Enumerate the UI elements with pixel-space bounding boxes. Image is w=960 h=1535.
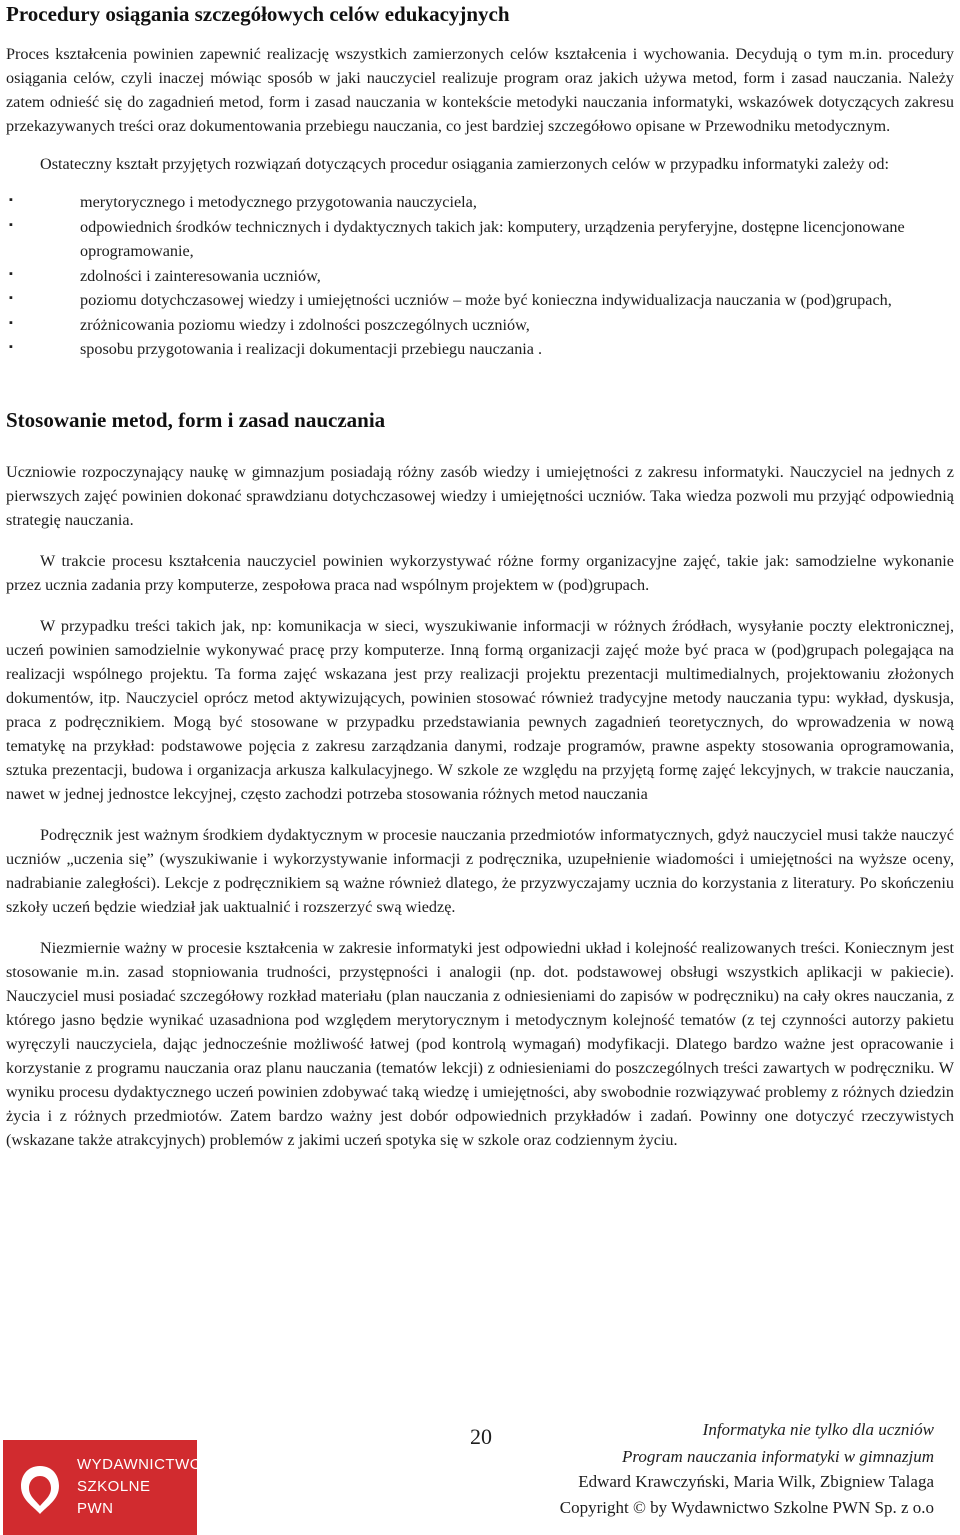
footer-book-title: Informatyka nie tylko dla uczniów — [702, 1420, 934, 1439]
section-title-methods: Stosowanie metod, form i zasad nauczania — [6, 407, 386, 432]
paragraph: Podręcznik jest ważnym środkiem dydaktycznym w procesie nauczania przedmiotów informatycznych, gdyż nauczyciel musi także nauczyć uczniów „uczenia się” (wyszukiwanie i wykorzystywanie informacji z podręcznika, uzupełnienie wiadomości i umiejętności na wyższe oceny, nadrabianie zaległości). Lekcje z podręcznikiem są ważne również dlatego, że przyzwyczajamy ucznia do korzystania z literatury. Po skończeniu szkoły uczeń będzie wiedział jak uaktualnić i rozszerzyć swą wiedzę. — [6, 825, 954, 916]
footer-program-title: Program nauczania informatyki w gimnazjum — [622, 1447, 934, 1466]
square-bullet-icon: ▪ — [9, 194, 13, 206]
list-item: ▪ poziomu dotychczasowej wiedzy i umiejętności uczniów – może być konieczna indywidualizacja nauczania w (pod)grupach, — [9, 291, 892, 309]
square-bullet-icon: ▪ — [9, 316, 13, 329]
list-item: ▪ sposobu przygotowania i realizacji dokumentacji przebiegu nauczania . — [9, 340, 543, 358]
factors-list — [6, 190, 954, 362]
list-item: ▪ merytorycznego i metodycznego przygotowania nauczyciela, — [9, 193, 477, 211]
square-bullet-icon: ▪ — [9, 292, 13, 304]
page-number: 20 — [470, 1424, 492, 1449]
square-bullet-icon: ▪ — [9, 218, 13, 231]
footer-copyright: Copyright © by Wydawnictwo Szkolne PWN Sp. z o.o — [559, 1498, 934, 1517]
paragraph: Ostateczny kształt przyjętych rozwiązań dotyczących procedur osiągania zamierzonych celów w przypadku informatyki zależy od: — [40, 155, 890, 173]
footer-authors: Edward Krawczyński, Maria Wilk, Zbigniew Talaga — [578, 1472, 934, 1491]
paragraph: Niezmiernie ważny w procesie kształcenia w zakresie informatyki jest odpowiedni układ i kolejność realizowanych treści. Koniecznym jest stosowanie m.in. zasad stopniowania trudności, przystępności i analogii (np. dot. podstawowej obsługi wszystkich aplikacji w pakiecie). Nauczyciel musi posiadać szczegółowy rozkład materiału (plan nauczania z odniesieniami do zapisów w podręczniku) na cały okres nauczania, z którego jasno będzie wynikać uzasadniona pod względem merytorycznym i metodycznym kolejność tematów (z tej czynności autorzy pakietu wyręczyli nauczyciela, dając jednocześnie możliwość łatwej (pod kontrolą wymagań) modyfikacji. Dlatego bardzo ważne jest opracowanie i korzystanie z programu nauczania oraz planu nauczania (tematów lekcji) z odniesieniami do poszczególnych treści zawartych w podręczniku. W wyniku procesu dydaktycznego uczeń powinien zdobywać taką wiedzę i umiejętności, aby swobodnie rozwiązywać problemy z różnych dziedzin życia i z różnych przedmiotów. Zatem bardzo ważny jest dobór odpowiednich przykładów i zadań. Powinny one dotyczyć rzeczywistych (wskazane także atrakcyjnych) problemów z jakimi uczeń spotyka się w szkole oraz codziennym życiu. — [6, 938, 954, 1149]
square-bullet-icon: ▪ — [9, 267, 13, 280]
list-item: ▪ zdolności i zainteresowania uczniów, — [9, 266, 321, 285]
paragraph: W trakcie procesu kształcenia nauczyciel powinien wykorzystywać różne formy organizacyjne zajęć, takie jak: samodzielne wykonanie przez ucznia zadania przy komputerze, zespołowa praca nad wspólnym projektem w (pod)grupach. — [6, 551, 954, 594]
document-page — [6, 0, 954, 1152]
paragraph: Proces kształcenia powinien zapewnić realizację wszystkich zamierzonych celów kształcenia i wychowania. Decydują o tym m.in. procedury osiągania celów, czyli inaczej mówiąc sposób w jaki nauczyciel realizuje program oraz jakich używa metod, form i zasad nauczania. Należy zatem odnieść się do zagadnień metod, form i zasad nauczania w kontekście metodyki nauczania informatyki, wskazówek dotyczących zakresu przekazywanych treści oraz dokumentowania przebiegu nauczania, co jest bardziej szczegółowo opisane w Przewodniku metodycznym. — [6, 45, 954, 135]
list-item: ▪ zróżnicowania poziomu wiedzy i zdolności poszczególnych uczniów, — [9, 315, 530, 334]
paragraph: Uczniowie rozpoczynający naukę w gimnazjum posiadają różny zasób wiedzy i umiejętności z zakresu informatyki. Nauczyciel na jednych z pierwszych zajęć powinien dokonać sprawdzianu dotychczasowej wiedzy i umiejętności uczniów. Taka wiedza pozwoli mu przyjąć odpowiednią strategię nauczania. — [6, 462, 954, 529]
square-bullet-icon: ▪ — [9, 341, 13, 353]
section-title-procedures: Procedury osiągania szczegółowych celów edukacyjnych — [6, 2, 510, 26]
publisher-logo: WYDAWNICTWO SZKOLNE PWN — [3, 1440, 197, 1535]
list-item: ▪ odpowiednich środków technicznych i dydaktycznych takich jak: komputery, urządzenia peryferyjne, dostępne licencjonowane oprogramowanie, — [9, 217, 905, 260]
logo-mark-icon — [17, 1462, 63, 1518]
paragraph: W przypadku treści takich jak, np: komunikacja w sieci, wyszukiwanie informacji w różnych źródłach, wysyłanie poczty elektronicznej, uczeń powinien samodzielnie wykonywać pracę przy komputerze. Inną formą organizacji zajęć może być praca w (pod)grupach polegająca na realizacji wspólnego projektu. Ta forma zajęć wskazana jest przy realizacji projektu prezentacji multimedialnych, projektowaniu złożonych dokumentów, itp. Nauczyciel oprócz metod aktywizujących, powinien stosować również tradycyjne metody nauczania typu: wykład, dyskusja, praca z podręcznikiem. Mogą być stosowane w przypadku przedstawiania pewnych zagadnień teoretycznych, do wprowadzenia w nową tematykę na przykład: podstawowe pojęcia z zakresu zarządzania danymi, rodzaje programów, prawne aspekty stosowania oprogramowania, sztuka prezentacji, budowa i organizacja arkusza kalkulacyjnego. W szkole ze względu na przyjętą formę zajęć lekcyjnych, w trakcie nauczania, nawet w jednej jednostce lekcyjnej, często zachodzi potrzeba stosowania różnych metod nauczania — [6, 616, 954, 803]
page-footer — [0, 1412, 960, 1535]
